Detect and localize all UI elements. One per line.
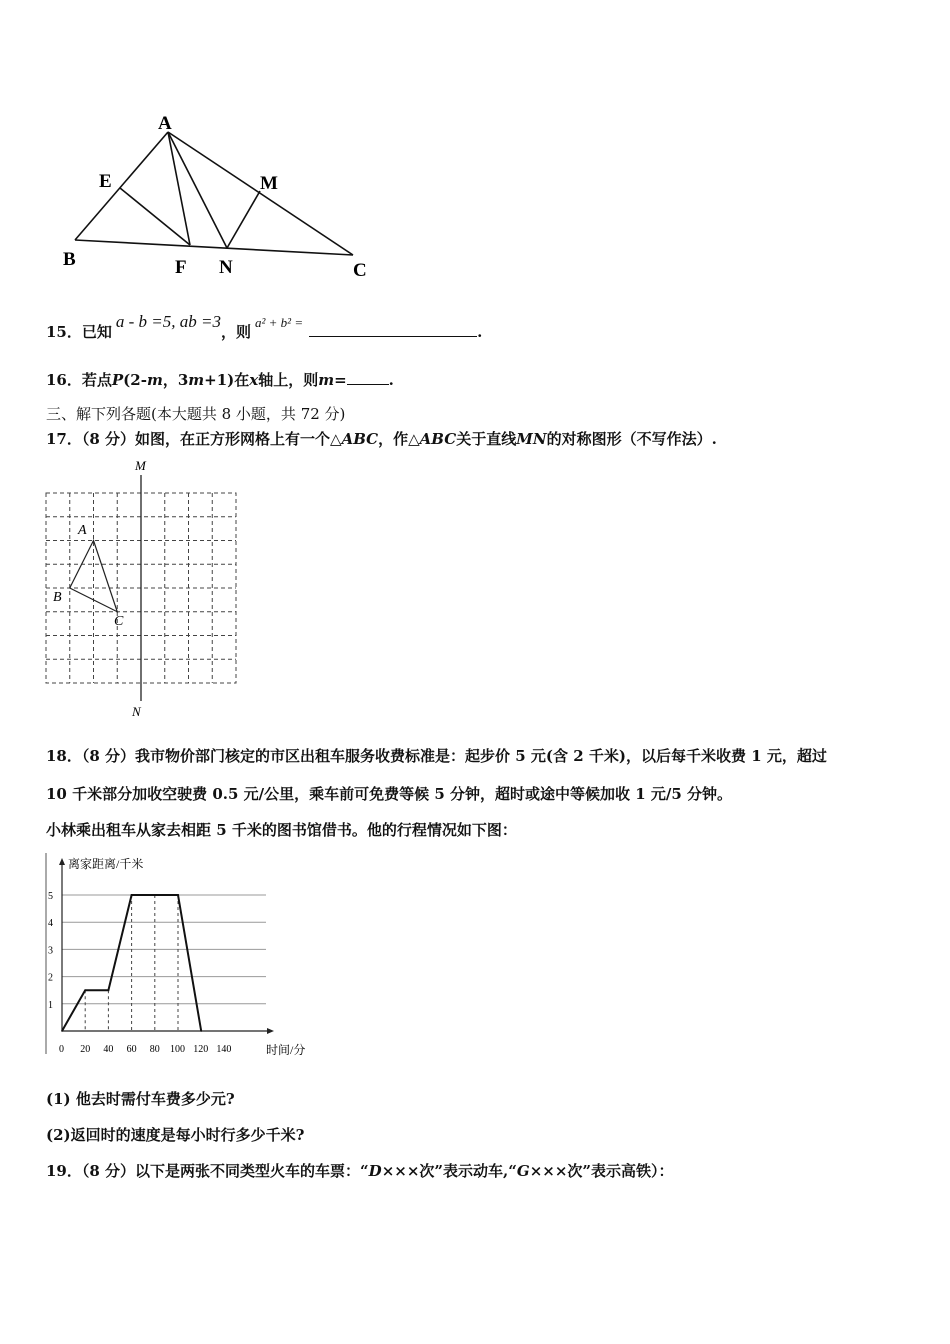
- x-tick-label: 120: [193, 1044, 209, 1055]
- question-number: 17．: [46, 430, 82, 448]
- question-text: （8 分）以下是两张不同类型火车的车票：“: [81, 1162, 369, 1180]
- question-text: 关于直线: [456, 430, 517, 448]
- point-label-f: F: [175, 257, 187, 278]
- question-text: (2-: [123, 371, 147, 389]
- x-tick-label: 80: [149, 1044, 160, 1055]
- y-axis-arrow: [59, 858, 65, 865]
- question-number: 19．: [46, 1162, 82, 1180]
- data-point: [61, 1030, 63, 1032]
- x-tick-label: 60: [126, 1044, 137, 1055]
- question-text: .: [388, 371, 394, 389]
- question-text: ，则: [221, 323, 252, 341]
- y-axis-label: 离家距离/千米: [68, 857, 144, 871]
- question-text: =: [334, 371, 347, 389]
- section-heading: 三、解下列各题(本大题共 8 小题，共 72 分): [46, 405, 346, 423]
- distance-time-chart: [38, 848, 338, 1063]
- line-label-n: N: [132, 704, 141, 719]
- x-axis-arrow: [267, 1028, 274, 1034]
- question-text: （8 分）如图，在正方形网格上有一个△: [81, 430, 342, 448]
- question-17: [46, 429, 717, 449]
- y-tick-label: 2: [48, 972, 53, 984]
- x-tick-label: 100: [170, 1044, 185, 1055]
- formula: a - b =5, ab =3: [115, 312, 221, 331]
- question-text: ABC: [341, 430, 379, 448]
- question-18-sub2: (2)返回时的速度是每小时行多少千米?: [46, 1126, 305, 1144]
- question-text: m: [188, 371, 205, 389]
- question-text: x: [249, 371, 259, 389]
- answer-blank[interactable]: [347, 384, 389, 385]
- question-18-sub1: (1) 他去时需付车费多少元?: [46, 1090, 235, 1108]
- point-label-a: A: [158, 113, 172, 134]
- question-text: m: [318, 371, 335, 389]
- y-tick-label: 1: [48, 999, 53, 1011]
- x-tick-label: 20: [80, 1044, 91, 1055]
- answer-blank[interactable]: [309, 336, 477, 337]
- point-label-e: E: [99, 171, 112, 192]
- x-tick-label: 140: [216, 1044, 232, 1055]
- question-text: G: [516, 1162, 530, 1180]
- data-point: [177, 894, 179, 896]
- point-label-n: N: [219, 257, 233, 278]
- point-label-b: B: [63, 249, 76, 270]
- question-text: 若点: [81, 371, 112, 389]
- data-point: [84, 989, 86, 991]
- question-16: [46, 370, 394, 390]
- x-axis-label: 时间/分: [266, 1043, 306, 1057]
- vertex-label-a: A: [78, 523, 87, 538]
- y-tick-label: 5: [48, 891, 53, 902]
- question-text: ABC: [419, 430, 457, 448]
- question-text: ，3: [162, 371, 189, 389]
- question-18-line1: 18．（8 分）我市物价部门核定的市区出租车服务收费标准是：起步价 5 元(含 2 千米)，以后每千米收费 1 元，超过: [46, 747, 827, 765]
- question-text: ，作△: [378, 430, 420, 448]
- triangle-figure-14: [55, 105, 385, 285]
- data-point: [154, 894, 156, 896]
- question-18-line2: 10 千米部分加收空驶费 0.5 元/公里，乘车前可免费等候 5 分钟，超时或途中等候加收 1 元/5 分钟。: [46, 785, 733, 803]
- question-number: 15．: [46, 323, 82, 341]
- y-tick-label: 3: [48, 945, 53, 957]
- question-text: MN: [516, 430, 547, 448]
- question-text: ×××次”表示动车,“: [381, 1162, 517, 1180]
- question-text: P: [111, 371, 124, 389]
- vertex-label-c: C: [114, 614, 124, 629]
- question-text: m: [146, 371, 163, 389]
- question-19: [46, 1161, 674, 1181]
- question-text: D: [368, 1162, 382, 1180]
- data-point: [200, 1030, 202, 1032]
- x-tick-label: 0: [59, 1044, 64, 1055]
- question-15: [46, 312, 483, 343]
- question-18-line3: 小林乘出租车从家去相距 5 千米的图书馆借书。他的行程情况如下图：: [46, 821, 517, 839]
- formula: a² + b² =: [255, 315, 304, 330]
- data-point: [131, 894, 133, 896]
- x-tick-label: 40: [103, 1044, 114, 1055]
- line-label-m: M: [135, 458, 146, 473]
- point-label-m: M: [260, 173, 278, 194]
- question-text: 轴上，则: [258, 371, 319, 389]
- vertex-label-b: B: [53, 590, 62, 605]
- data-point: [108, 989, 110, 991]
- grid-figure-17: [40, 455, 250, 720]
- question-number: 16．: [46, 371, 82, 389]
- point-label-c: C: [353, 260, 367, 281]
- question-text: .: [477, 323, 483, 341]
- question-text: +1)在: [204, 371, 250, 389]
- question-text: 已知: [81, 323, 112, 341]
- y-tick-label: 4: [48, 918, 53, 930]
- question-text: ×××次”表示高铁）：: [529, 1162, 674, 1180]
- question-text: 的对称图形（不写作法）.: [546, 430, 717, 448]
